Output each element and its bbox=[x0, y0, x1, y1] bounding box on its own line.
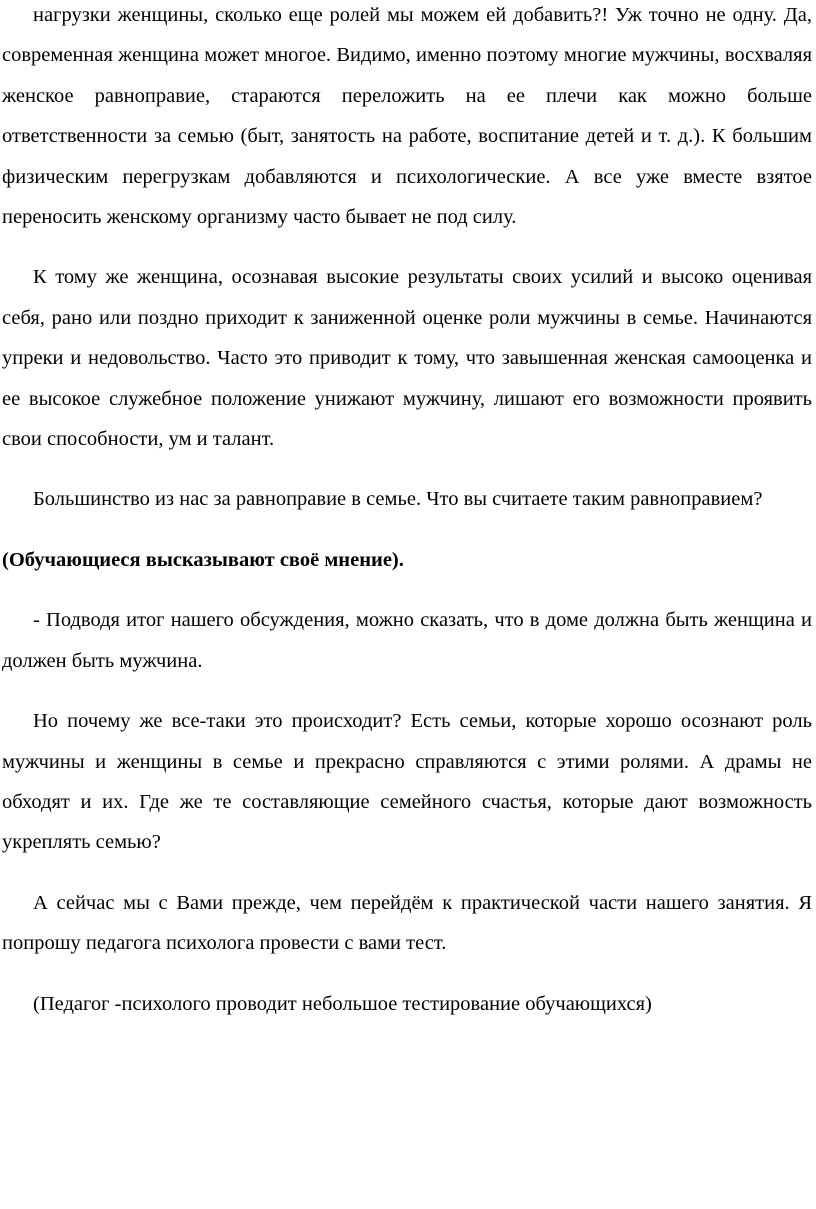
paragraph-women-roles: нагрузки женщины, сколько еще ролей мы можем ей добавить?! Уж точно не одну. Да, современная женщина может многое. Видимо, именно поэтому многие мужчины, восхваляя женское равноправие, стараются переложить на ее плечи как можно больше ответственности за семью (быт, занятость на работе, воспитание детей и т. д.). К большим физическим перегрузкам добавляются и психологические. А все уже вместе взятое переносить женскому организму часто бывает не под силу. bbox=[2, 4, 812, 229]
document-page bbox=[2, 0, 812, 1044]
paragraph-practical-part: А сейчас мы с Вами прежде, чем перейдём к практической части нашего занятия. Я попрошу педагога психолога провести с вами тест. bbox=[2, 891, 812, 955]
paragraph-students-opinion: (Обучающиеся высказывают своё мнение). bbox=[2, 548, 404, 571]
paragraph-discussion-summary: - Подводя итог нашего обсуждения, можно сказать, что в доме должна быть женщина и должен быть мужчина. bbox=[2, 609, 812, 672]
paragraph-equality-question: Большинство из нас за равноправие в семье. Что вы считаете таким равноправием? bbox=[33, 488, 763, 511]
paragraph-psychologist-test: (Педагог -психолого проводит небольшое тестирование обучающихся) bbox=[33, 992, 652, 1015]
paragraph-self-esteem: К тому же женщина, осознавая высокие результаты своих усилий и высоко оценивая себя, рано или поздно приходит к заниженной оценке роли мужчины в семье. Начинаются упреки и недовольство. Часто это приводит к тому, что завышенная женская самооценка и ее высокое служебное положение унижают мужчину, лишают его возможности проявить свои способности, ум и талант. bbox=[2, 266, 812, 451]
paragraph-family-happiness: Но почему же все-таки это происходит? Есть семьи, которые хорошо осознают роль мужчины и женщины в семье и прекрасно справляются с этими ролями. А драмы не обходят и их. Где же те составляющие семейного счастья, которые дают возможность укреплять семью? bbox=[2, 710, 812, 854]
